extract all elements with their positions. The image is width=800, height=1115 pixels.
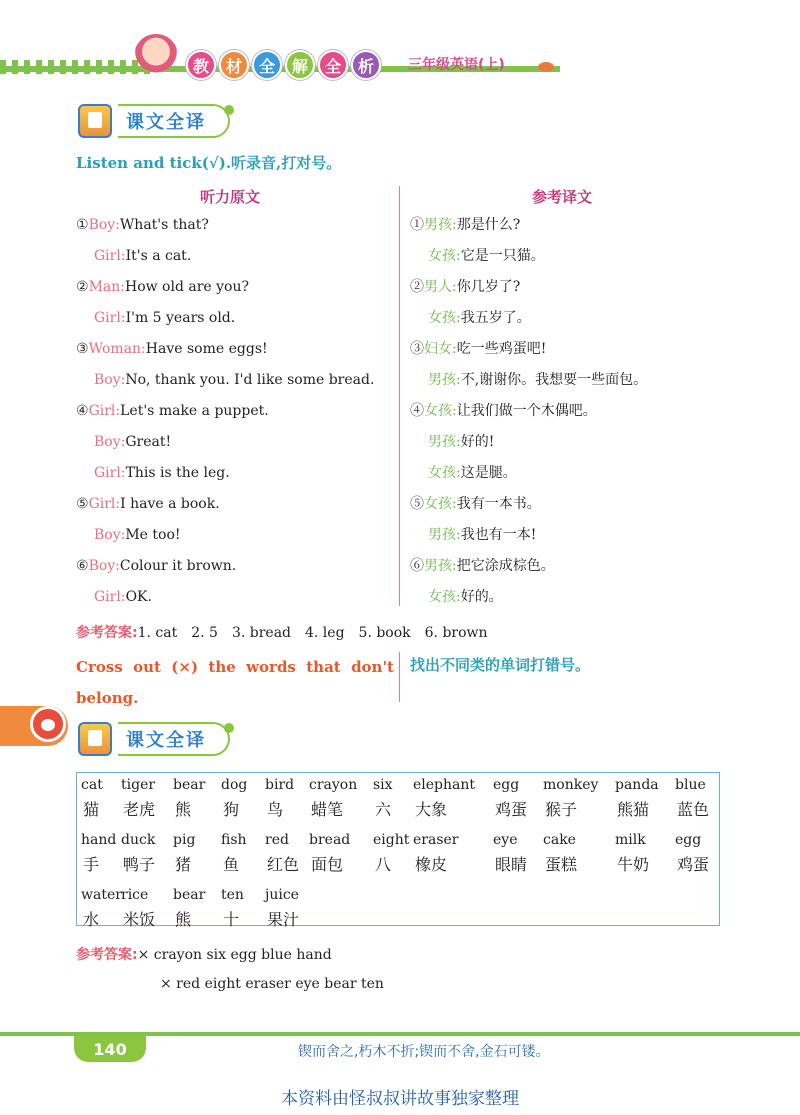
speaker-label: Girl: — [94, 310, 126, 326]
dialog-number: ③ — [410, 341, 424, 357]
dialog-text: No, thank you. I'd like some bread. — [125, 372, 375, 388]
col-right-heading: 参考译文 — [532, 188, 593, 206]
dialog-number: ⑥ — [410, 558, 424, 574]
dialog-text: Me too! — [125, 527, 181, 543]
dialog-number: ⑥ — [76, 558, 89, 574]
header-title-char: 全 — [318, 50, 348, 80]
column-divider — [399, 186, 400, 606]
dialog-text: I have a book. — [120, 496, 220, 512]
speaker-label: 男孩: — [424, 558, 457, 574]
word-chinese: 水 — [83, 910, 100, 929]
word-english: rice — [121, 887, 149, 903]
dialog-text: 让我们做一个木偶吧。 — [456, 403, 597, 419]
word-english: six — [373, 777, 393, 793]
word-chinese: 红色 — [267, 855, 300, 874]
word-english: egg — [493, 777, 520, 793]
dialog-text: 好的! — [460, 434, 495, 450]
dialog-text: This is the leg. — [125, 465, 230, 481]
header-title-char: 解 — [285, 50, 315, 80]
word-chinese: 熊 — [175, 910, 192, 929]
dialog-line — [410, 216, 520, 234]
green-dot-icon — [224, 105, 234, 115]
word-english: water — [81, 887, 122, 903]
word-chinese: 鱼 — [223, 855, 240, 874]
answer-label: 参考答案: — [76, 947, 138, 963]
dialog-text: Have some eggs! — [145, 341, 268, 357]
dialog-line — [76, 557, 236, 575]
dialog-line — [94, 526, 181, 544]
dialog-line — [410, 557, 555, 575]
word-chinese: 手 — [83, 855, 100, 874]
word-chinese: 牛奶 — [617, 855, 650, 874]
word-chinese: 眼睛 — [495, 855, 528, 874]
word-chinese: 熊 — [175, 800, 192, 819]
word-english: panda — [615, 777, 659, 793]
answer-text: 1. cat 2. 5 3. bread 4. leg 5. book 6. brown — [137, 625, 488, 641]
section1-title — [78, 104, 234, 138]
dialog-number: ① — [410, 217, 424, 233]
dialog-text: 你几岁了? — [456, 279, 521, 295]
header-title-char: 析 — [351, 50, 381, 80]
dialog-line — [94, 464, 230, 482]
speaker-label: 男孩: — [428, 434, 461, 450]
word-english: bear — [173, 777, 206, 793]
dialog-number: ⑤ — [410, 496, 424, 512]
dialog-text: 好的。 — [460, 589, 503, 605]
word-english: juice — [265, 887, 299, 903]
word-english: milk — [615, 832, 646, 848]
header-title-char: 材 — [219, 50, 249, 80]
word-english: duck — [121, 832, 156, 848]
word-chinese: 老虎 — [123, 800, 156, 819]
word-chinese: 鸡蛋 — [677, 855, 710, 874]
word-english: dog — [221, 777, 248, 793]
word-english: hand — [81, 832, 117, 848]
speaker-label: Boy: — [94, 372, 126, 388]
dialog-line — [428, 309, 531, 327]
dialog-line — [410, 402, 597, 420]
word-english: eraser — [413, 832, 459, 848]
book-mascot-icon — [78, 722, 112, 756]
speaker-label: 女孩: — [428, 465, 461, 481]
footer-motto: 锲而舍之,朽木不折;锲而不舍,金石可镂。 — [298, 1044, 550, 1060]
word-chinese: 猫 — [83, 800, 100, 819]
word-english: blue — [675, 777, 706, 793]
word-box — [76, 772, 720, 929]
word-english: bear — [173, 887, 206, 903]
word-chinese: 面包 — [311, 855, 344, 874]
word-english: elephant — [413, 777, 476, 793]
green-dot-icon — [224, 723, 234, 733]
speaker-label: 女孩: — [424, 496, 457, 512]
dialog-text: Great! — [125, 434, 172, 450]
word-english: cat — [81, 777, 103, 793]
section1-label: 课文全译 — [118, 104, 230, 138]
word-chinese: 鸭子 — [123, 855, 156, 874]
header-title-char: 全 — [252, 50, 282, 80]
word-english: red — [265, 832, 289, 848]
dialog-line — [410, 495, 541, 513]
fairy-mascot-icon — [134, 34, 178, 78]
dialog-line — [428, 433, 494, 451]
column-divider-2 — [399, 652, 400, 702]
dialog-text: 吃一些鸡蛋吧! — [456, 341, 547, 357]
dialog-line — [428, 464, 517, 482]
dialog-line — [428, 371, 647, 389]
word-english: egg — [675, 832, 702, 848]
dialog-line — [76, 340, 268, 358]
footer-credit: 本资料由怪叔叔讲故事独家整理 — [281, 1089, 519, 1109]
speaker-label: 妇女: — [424, 341, 457, 357]
dialog-line — [94, 247, 191, 265]
speaker-label: Girl: — [94, 589, 126, 605]
word-chinese: 狗 — [223, 800, 240, 819]
word-english: monkey — [543, 777, 599, 793]
word-chinese: 橡皮 — [415, 855, 448, 874]
word-english: bird — [265, 777, 295, 793]
dialog-line — [428, 247, 545, 265]
answer-line-2: × red eight eraser eye bear ten — [160, 976, 384, 992]
word-chinese: 六 — [375, 800, 392, 819]
word-english: eight — [373, 832, 410, 848]
dialog-number: ② — [410, 279, 424, 295]
speaker-label: Boy: — [94, 527, 126, 543]
dialog-text: 不,谢谢你。我想要一些面包。 — [460, 372, 648, 388]
dialog-text: Colour it brown. — [119, 558, 237, 574]
speaker-label: 女孩: — [428, 248, 461, 264]
word-english: crayon — [309, 777, 358, 793]
dialog-text: 把它涂成棕色。 — [456, 558, 555, 574]
speaker-label: Girl: — [94, 465, 126, 481]
header-title-char: 教 — [186, 50, 216, 80]
word-english: bread — [309, 832, 351, 848]
dialog-text: What's that? — [119, 217, 209, 233]
word-english: cake — [543, 832, 576, 848]
dialog-number: ④ — [76, 403, 89, 419]
speaker-label: 女孩: — [428, 310, 461, 326]
header-subtitle: 三年级英语(上) — [408, 57, 505, 73]
dialog-line — [94, 309, 235, 327]
col-left-heading: 听力原文 — [200, 188, 261, 206]
dialog-text: Let's make a puppet. — [120, 403, 269, 419]
header-title — [186, 50, 381, 80]
dialog-line — [76, 216, 209, 234]
dialog-text: It's a cat. — [125, 248, 192, 264]
dialog-text: I'm 5 years old. — [125, 310, 236, 326]
section2-label: 课文全译 — [118, 722, 230, 756]
speaker-label: Girl: — [88, 403, 121, 419]
word-chinese: 米饭 — [123, 910, 156, 929]
dialog-text: OK. — [125, 589, 152, 605]
word-chinese: 蓝色 — [677, 800, 710, 819]
dialog-number: ③ — [76, 341, 89, 357]
dialog-line — [76, 495, 220, 513]
dialog-line — [76, 278, 249, 296]
speaker-label: Boy: — [88, 558, 120, 574]
dialog-number: ④ — [410, 403, 424, 419]
speaker-label: Boy: — [94, 434, 126, 450]
word-chinese: 果汁 — [267, 910, 300, 929]
dialog-text: 那是什么? — [456, 217, 521, 233]
book-mascot-icon — [78, 104, 112, 138]
speaker-label: Man: — [88, 279, 125, 295]
dialog-number: ① — [76, 217, 89, 233]
speaker-label: Girl: — [88, 496, 121, 512]
word-chinese: 大象 — [415, 800, 448, 819]
section2-title — [78, 722, 234, 756]
dialog-line — [94, 371, 374, 389]
page-number: 140 — [74, 1036, 146, 1062]
word-chinese: 蜡笔 — [311, 800, 344, 819]
answer-label: 参考答案: — [76, 625, 138, 641]
dialog-line — [410, 278, 520, 296]
dialog-line — [94, 433, 171, 451]
dialog-line — [428, 588, 503, 606]
cat-mascot-icon — [30, 706, 66, 742]
speaker-label: 女孩: — [428, 589, 461, 605]
dialog-text: How old are you? — [124, 279, 250, 295]
answer-line-1: × crayon six egg blue hand — [137, 947, 332, 963]
leaf-icon — [538, 62, 554, 72]
word-chinese: 鸡蛋 — [495, 800, 528, 819]
dialog-number: ⑤ — [76, 496, 89, 512]
dialog-text: 这是腿。 — [460, 465, 517, 481]
speaker-label: 男孩: — [428, 527, 461, 543]
answer-1 — [76, 622, 488, 642]
answer-2 — [76, 944, 332, 964]
word-english: ten — [221, 887, 244, 903]
word-chinese: 蛋糕 — [545, 855, 578, 874]
dialog-line — [410, 340, 546, 358]
dialog-number: ② — [76, 279, 89, 295]
speaker-label: 男孩: — [424, 217, 457, 233]
section2-instruction-cn: 找出不同类的单词打错号。 — [410, 656, 591, 674]
word-chinese: 八 — [375, 855, 392, 874]
speaker-label: 男人: — [424, 279, 457, 295]
word-chinese: 十 — [223, 910, 240, 929]
word-english: fish — [221, 832, 247, 848]
speaker-label: Girl: — [94, 248, 126, 264]
word-english: tiger — [121, 777, 156, 793]
speaker-label: Woman: — [88, 341, 146, 357]
dialog-text: 它是一只猫。 — [460, 248, 545, 264]
word-chinese: 猪 — [175, 855, 192, 874]
speaker-label: 男孩: — [428, 372, 461, 388]
word-english: eye — [493, 832, 518, 848]
dialog-text: 我也有一本! — [460, 527, 537, 543]
speaker-label: Boy: — [88, 217, 120, 233]
dialog-text: 我五岁了。 — [460, 310, 531, 326]
dialog-text: 我有一本书。 — [456, 496, 541, 512]
word-chinese: 熊猫 — [617, 800, 650, 819]
dialog-line — [428, 526, 536, 544]
section2-instruction-en: Cross out (×) the words that don't belong. — [76, 658, 394, 707]
speaker-label: 女孩: — [424, 403, 457, 419]
dialog-line — [94, 588, 152, 606]
word-chinese: 猴子 — [545, 800, 578, 819]
word-chinese: 鸟 — [267, 800, 284, 819]
section1-instruction: Listen and tick(√).听录音,打对号。 — [76, 154, 342, 172]
word-english: pig — [173, 832, 196, 848]
dialog-line — [76, 402, 269, 420]
